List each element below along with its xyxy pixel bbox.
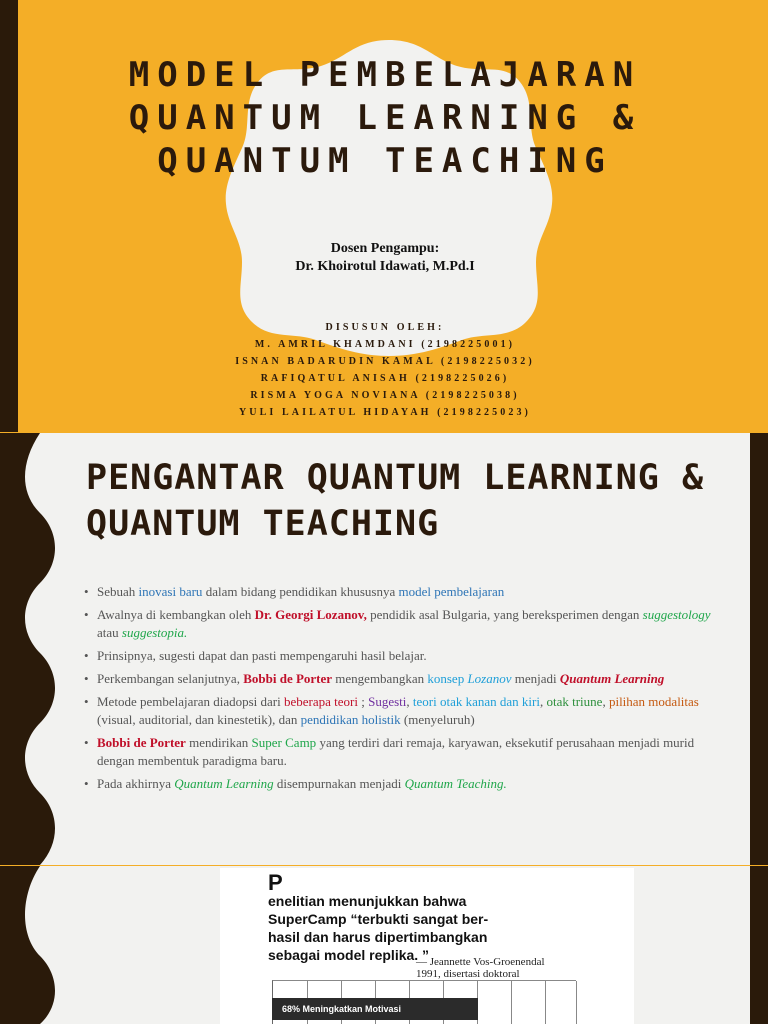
bullet-item-1	[84, 583, 734, 601]
heading-line-1: PENGANTAR QUANTUM LEARNING &	[86, 458, 705, 498]
bullet-item-2	[84, 606, 734, 642]
text: (visual, auditorial, dan kinestetik), dan	[97, 712, 301, 727]
highlight: Bobbi de Porter	[97, 735, 186, 750]
text: Awalnya di kembangkan oleh	[97, 607, 255, 622]
quote-line-4: sebagai model replika. ”	[268, 947, 430, 963]
text: Pada akhirnya	[97, 776, 175, 791]
text: Prinsipnya, sugesti dapat dan pasti mempengaruhi hasil belajar.	[97, 648, 427, 663]
bullet-item-5	[84, 693, 734, 729]
highlight: konsep	[427, 671, 468, 686]
highlight: suggestology	[642, 607, 711, 622]
author-3: RAFIQATUL ANISAH (2198225026)	[260, 373, 510, 384]
text: Sebuah	[97, 584, 139, 599]
title-slide	[0, 0, 768, 432]
author-1: M. AMRIL KHAMDANI (2198225001)	[254, 339, 516, 350]
lecturer-label: Dosen Pengampu:	[330, 241, 440, 256]
authors-block	[150, 319, 620, 421]
attribution-line-1: — Jeannette Vos-Groenendal	[416, 956, 545, 968]
highlight: pilihan modalitas	[608, 694, 699, 709]
research-slide	[0, 866, 768, 1024]
quote-line-2: SuperCamp “terbukti sangat ber-	[268, 911, 489, 927]
author-4: RISMA YOGA NOVIANA (2198225038)	[250, 390, 520, 401]
text: atau	[97, 625, 122, 640]
highlight: teori otak kanan dan kiri	[412, 694, 540, 709]
highlight: Quantum Learning	[174, 776, 274, 791]
highlight: Bobbi de Porter	[243, 671, 333, 686]
bullet-item-3	[84, 647, 734, 665]
left-accent-bar	[0, 0, 18, 432]
attribution-line-2: 1991, disertasi doktoral	[416, 968, 520, 980]
bullet-list	[84, 583, 734, 798]
drop-cap: P	[268, 870, 283, 895]
highlight: Super Camp	[251, 735, 317, 750]
presentation-title	[60, 54, 710, 183]
bullet-item-7	[84, 775, 734, 793]
text: mendirikan	[185, 735, 252, 750]
quote-attribution	[416, 956, 616, 980]
text: Metode pembelajaran diadopsi dari	[97, 694, 284, 709]
text: dalam bidang pendidikan khususnya	[202, 584, 399, 599]
highlight: Quantum Teaching.	[404, 776, 507, 791]
highlight: otak triune	[546, 694, 603, 709]
research-quote	[268, 870, 568, 964]
bullet-item-6	[84, 734, 734, 770]
heading-line-2: QUANTUM TEACHING	[86, 504, 440, 544]
highlight: pendidikan holistik	[300, 712, 401, 727]
highlight: Dr. Georgi Lozanov,	[254, 607, 367, 622]
highlight: beberapa teori	[284, 694, 358, 709]
text: (menyeluruh)	[400, 712, 475, 727]
highlight: suggestopia.	[121, 625, 188, 640]
text: menjadi	[511, 671, 560, 686]
highlight: Sugesti	[368, 694, 407, 709]
text: pendidik asal Bulgaria, yang bereksperimen dengan	[366, 607, 643, 622]
quote-first: enelitian menunjukkan bahwa	[268, 893, 467, 909]
title-line-2: QUANTUM LEARNING &	[128, 98, 642, 138]
text: ,	[602, 694, 609, 709]
grid-line	[511, 981, 512, 1024]
highlight: inovasi baru	[138, 584, 203, 599]
intro-slide	[0, 433, 768, 865]
quote-line-3: hasil dan harus dipertimbangkan	[268, 929, 488, 945]
motivation-bar: 68% Meningkatkan Motivasi	[272, 998, 478, 1020]
highlight: Quantum Learning	[559, 671, 665, 686]
lecturer-name: Dr. Khoirotul Idawati, M.Pd.I	[295, 259, 475, 274]
highlight: model pembelajaran	[398, 584, 505, 599]
text: ;	[357, 694, 369, 709]
title-line-1: MODEL PEMBELAJARAN	[128, 55, 642, 95]
text: yang terdiri dari remaja, karyawan, eksekutif perusahaan menjadi murid dengan membentuk paradigma baru.	[97, 735, 695, 768]
title-line-3: QUANTUM TEACHING	[157, 141, 613, 181]
text: Perkembangan selanjutnya,	[97, 671, 244, 686]
bullet-item-4	[84, 670, 734, 688]
text: disempurnakan menjadi	[273, 776, 405, 791]
author-2: ISNAN BADARUDIN KAMAL (2198225032)	[235, 356, 535, 367]
lecturer-block	[180, 240, 590, 276]
text: ,	[406, 694, 413, 709]
text: mengembangkan	[332, 671, 428, 686]
slide-heading	[86, 455, 736, 547]
text: ,	[539, 694, 547, 709]
quote-line-1	[268, 870, 568, 910]
highlight: Lozanov	[467, 671, 512, 686]
book-excerpt-image	[220, 868, 634, 1024]
author-5: YULI LAILATUL HIDAYAH (2198225023)	[238, 407, 531, 418]
authors-heading: DISUSUN OLEH:	[325, 322, 445, 333]
grid-line	[576, 981, 577, 1024]
grid-line	[545, 981, 546, 1024]
